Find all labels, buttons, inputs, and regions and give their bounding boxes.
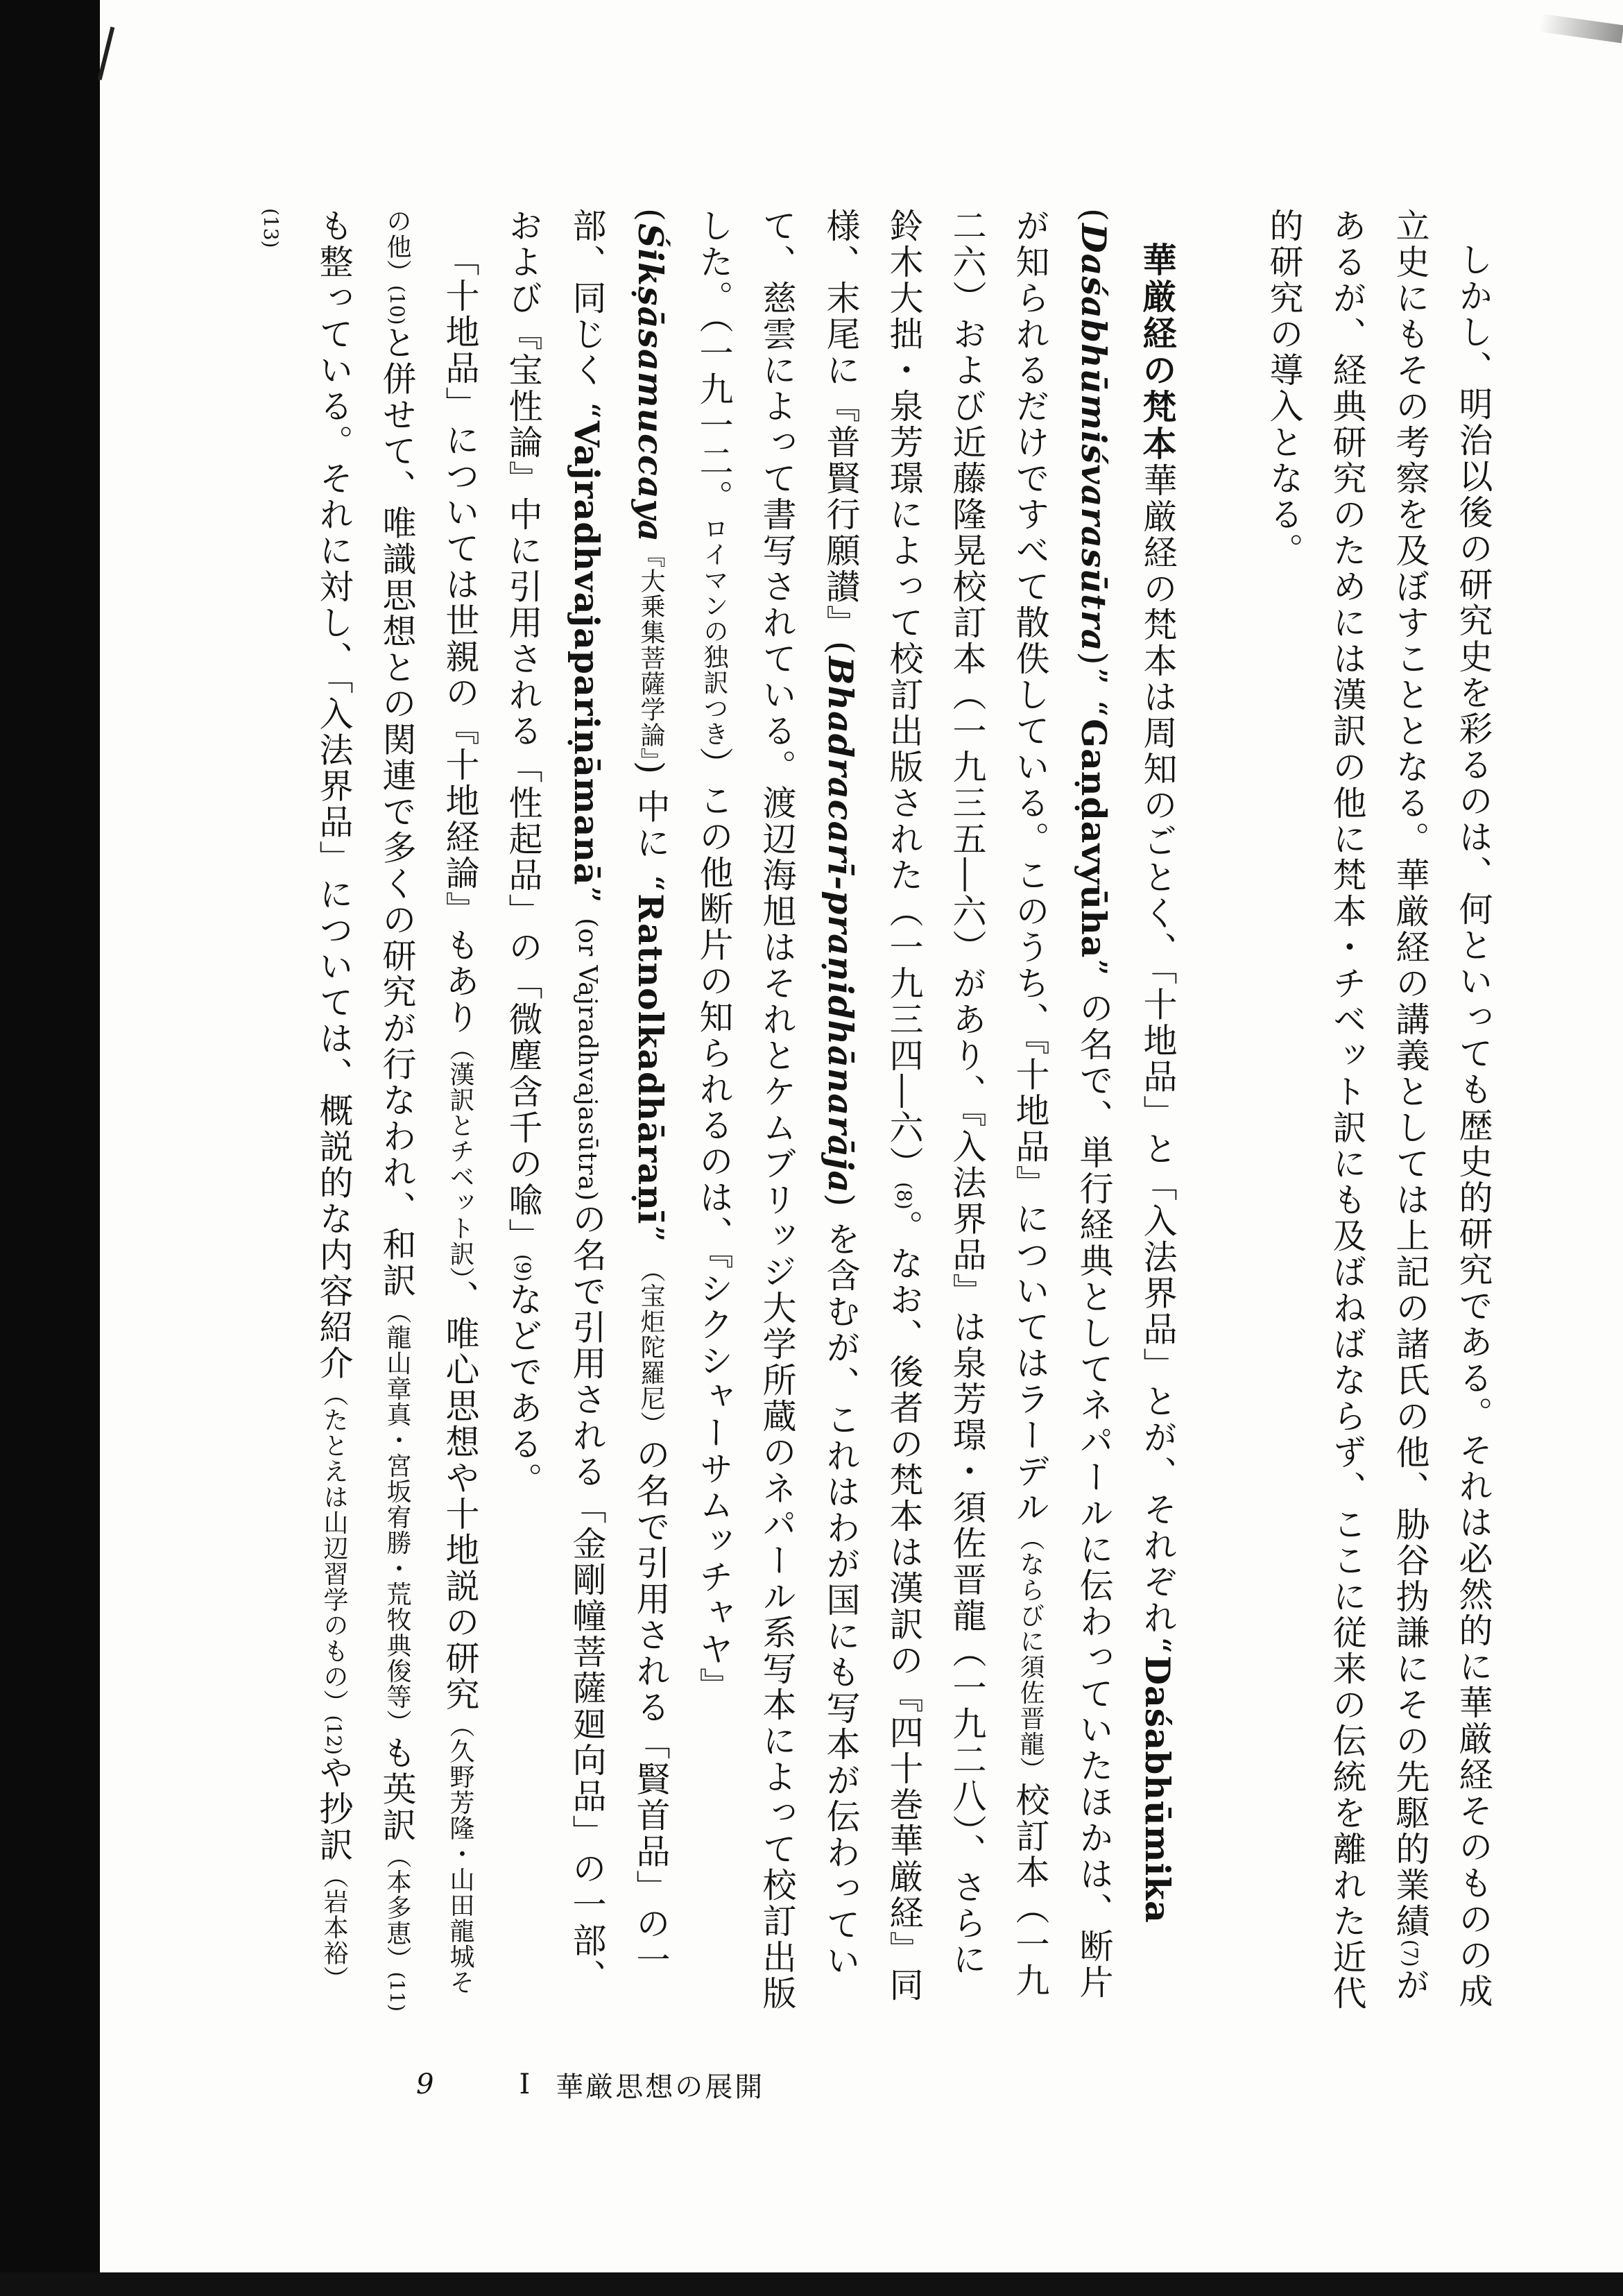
aside-text: ロイマンの独訳つき <box>700 515 728 747</box>
body-text: の名で引用される「金剛幢菩薩廻向品」の一部、および『宝性論』中に引用される「性起品」の「微塵含千の喩」 <box>504 208 607 1996</box>
aside-text: （ならびに須佐晋龍） <box>1016 1525 1045 1783</box>
aside-text: （本多恵） <box>383 1843 411 1972</box>
page-footer <box>416 2064 764 2105</box>
body-text: 。なお、後者の梵本は漢訳の『四十巻華厳経』同様、末尾に『普賢行願讃』( <box>821 208 924 2003</box>
chapter-title: 華厳思想の展開 <box>556 2071 765 2103</box>
latin-title: Vajradhvajapariṇāmanā <box>567 420 607 886</box>
body-text: ” の名で、単行経典としてネパールに伝わっていたほかは、断片が知られるだけですべて散佚している。このうち、『十地品』についてはラーデル <box>1011 208 1114 2001</box>
body-text: と併せて、唯識思想との関連で多くの研究が行なわれ、和訳 <box>377 325 417 1299</box>
note-ref-7: (7) <box>1399 1939 1422 1967</box>
body-text: 「十地品」については世親の『十地経論』もあり <box>440 242 480 1036</box>
note-ref-8: (8) <box>893 1182 916 1210</box>
aside-text: （龍山章真・宮坂宥勝・荒牧典俊等） <box>383 1299 411 1736</box>
body-text: や抄訳 <box>314 1754 354 1863</box>
aside-text: （たとえは山辺習学のもの） <box>320 1381 348 1715</box>
aside-text: 『大乗集菩薩学論』 <box>637 542 665 761</box>
body-text: ” <box>567 885 607 918</box>
vertical-text-body <box>239 208 1505 2012</box>
aside-text: （久野芳隆・山田龍城その他） <box>383 208 474 1995</box>
page-number: 9 <box>416 2068 436 2100</box>
latin-title: Ratnolkadhāraṇī <box>630 893 671 1225</box>
body-text: ( <box>1074 208 1114 224</box>
body-text: があるが、経典研究のためには漢訳の他に梵本・チベット訳にも及ばねばならず、ここに従来の伝統を離れた近代的研究の導入となる。 <box>1264 208 1430 2012</box>
note-ref-9: (9) <box>512 1254 535 1282</box>
note-ref-10: (10) <box>386 285 409 325</box>
body-text: )” “ <box>1074 651 1114 719</box>
paragraph-sanskrit-texts <box>492 208 1190 2012</box>
body-text: ) 中に “ <box>631 760 671 894</box>
body-text: しかし、明治以後の研究史を彩るのは、何といっても歴史的研究である。それは必然的に華厳経そのものの成立史にもその考察を及ぼすこととなる。華厳経の講義としては上記の諸氏の他、胁谷㧑謙にその先駆的業績 <box>1391 208 1493 2010</box>
paragraph-dasabhumika <box>239 208 492 2012</box>
section-heading: 華厳経の梵本 <box>1137 242 1178 463</box>
latin-title: Daśabhūmiśvarasūtra <box>1074 223 1114 652</box>
note-ref-13: (13) <box>259 208 282 248</box>
aside-text: （漢訳とチベット訳） <box>446 1036 474 1280</box>
scan-corner-shadow <box>1539 14 1623 43</box>
body-text: 華厳経の梵本は周知のごとく、「十地品」と「入法界品」とが、それぞれ“ <box>1138 463 1178 1656</box>
body-text: の名で引用される「賢首品」の一部、同じく “ <box>567 208 671 1978</box>
aside-text: （岩本裕） <box>320 1862 348 1991</box>
body-text: 校訂本（一九二六）および近藤隆晃校訂本（一九三五―六）があり、『入法界品』は泉芳璟・須佐晋龍（一九二八）、さらに鈴木大拙・泉芳璟によって校訂出版された（一九三四―六） <box>884 208 1050 1999</box>
body-text: ）この他断片の知られるのは、『シクシャーサムッチャヤ』( <box>631 208 734 1704</box>
body-text: などである。 <box>504 1281 543 1498</box>
note-ref-11: (11) <box>386 1971 409 2012</box>
scan-border-bottom <box>0 2272 1623 2296</box>
body-text: 、唯心思想や十地説の研究 <box>440 1280 480 1713</box>
scan-mark <box>98 26 115 80</box>
body-text: も整っている。それに対し、「入法界品」については、概説的な内容紹介 <box>314 208 354 1382</box>
chapter-numeral: I <box>519 2068 533 2100</box>
aside-text: （宝炬陀羅尼） <box>637 1257 665 1437</box>
latin-title: Daśabhūmika <box>1137 1655 1178 1924</box>
body-text: も英訳 <box>377 1735 417 1844</box>
latin-title: Śikṣāsamuccaya <box>630 223 671 542</box>
body-text: ) を含むが、これはわが国にも写本が伝わっていて、慈雲によって書写されている。渡辺海旭はそれとケムブリッジ大学所蔵のネパール系写本によって校訂出版した。（一九一二。 <box>694 208 861 2012</box>
paragraph-history <box>1253 208 1505 2012</box>
scan-border-left <box>0 0 100 2296</box>
latin-title: Gaṇḍavyūha <box>1074 719 1114 959</box>
note-ref-12: (12) <box>323 1715 345 1755</box>
latin-title: Bhadracarī-praṇidhānarāja <box>821 656 861 1194</box>
aside-text: (or Vajradhvajasūtra) <box>573 918 601 1202</box>
body-text: ” <box>631 1224 671 1258</box>
